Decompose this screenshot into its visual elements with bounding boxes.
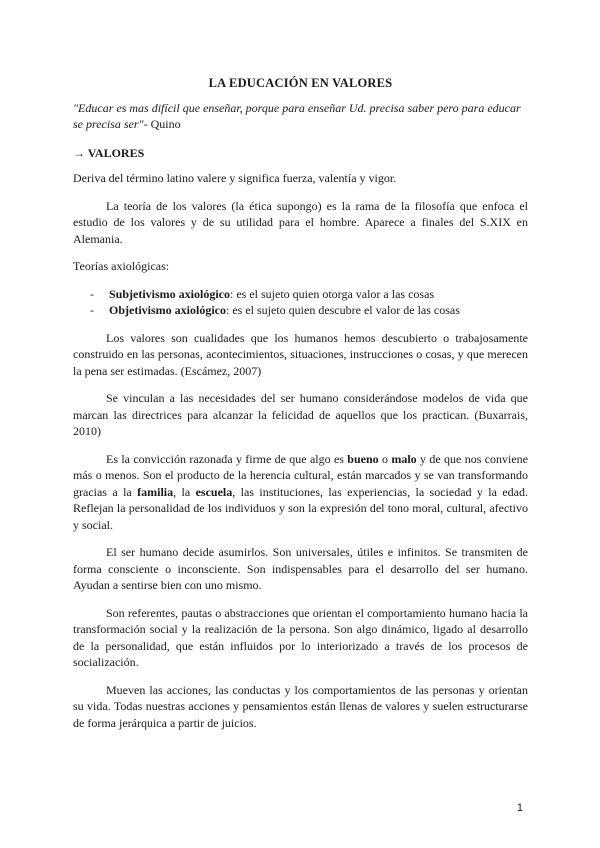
quote-author: - Quino [143, 117, 181, 131]
teorias-list [73, 286, 528, 319]
paragraph-referentes: Son referentes, pautas o abstracciones que orientan el comportamiento humano hacia la transformación social y la realización de la persona. Son algo dinámico, ligado al desarrollo de la personalidad, que están influidos por lo interiorizado a través de los procesos de socialización. [73, 605, 528, 669]
document-body [73, 75, 528, 742]
teoria-term: Subjetivismo axiológico [109, 286, 231, 301]
paragraph-necesidades: Se vinculan a las necesidades del ser humano considerándose modelos de vida que marcan las directrices para alcanzar la felicidad de aquellos que los practican. (Buxarrais, 2010) [73, 391, 528, 438]
teoria-description: : es el sujeto quien descubre el valor de las cosas [226, 303, 460, 317]
epigraph-quote [73, 100, 528, 133]
dash-bullet: - [90, 303, 94, 317]
list-item [73, 302, 528, 319]
paragraph-intro: Deriva del término latino valere y significa fuerza, valentía y vigor. [73, 171, 397, 185]
conviccion-text-2: o [378, 451, 392, 466]
teoria-description: : es el sujeto quien otorga valor a las cosas [230, 286, 435, 301]
teoria-term: Objetivismo axiológico [109, 303, 226, 317]
dash-bullet: - [90, 286, 94, 301]
page-number: 1 [516, 802, 523, 814]
term-malo: malo [391, 451, 417, 466]
paragraph-axiologia: La teoría de los valores (la ética supongo) es la rama de la filosofía que enfoca el estudio de los valores y de su utilidad para el hombre. Aparece a finales del S.XIX en Alemania. [73, 198, 528, 246]
paragraph-conviccion [73, 451, 528, 534]
section-heading-valores: → VALORES [73, 145, 145, 160]
conviccion-text-3: y de que nos conviene más o menos. Son el producto de la herencia cultural, están marcados y se van transformando gracias a la [73, 451, 529, 499]
conviccion-text-4: , la [173, 484, 196, 499]
paragraph-asumirlos: El ser humano decide asumirlos. Son universales, útiles e infinitos. Se transmiten de forma consciente o inconsciente. Son indispensables para el desarrollo del ser humano. Ayudan a sentirse bien con uno mismo. [73, 545, 528, 592]
paragraph-cualidades: Los valores son cualidades que los humanos hemos descubierto o trabajosamente construido en las personas, acontecimientos, situaciones, instrucciones o cosas, y que merecen la pena ser estimadas. (Escámez, 2007) [73, 330, 528, 378]
term-familia: familia [137, 484, 174, 499]
teorias-label: Teorías axiológicas: [73, 259, 170, 273]
list-item [73, 286, 528, 303]
term-bueno: bueno [347, 451, 379, 466]
paragraph-acciones: Mueven las acciones, las conductas y los comportamientos de las personas y orientan su vida. Todas nuestras acciones y pensamientos están llenas de valores y suelen estructurarse de forma jerárquica a partir de juicios. [73, 682, 528, 730]
conviccion-text-1: Es la convicción razonada y firme de que algo es [106, 451, 348, 466]
conviccion-text-5: , las instituciones, las experiencias, la sociedad y la edad. Reflejan la personalidad de los individuos y son la expresión del tono moral, cultural, afectivo y social. [73, 484, 528, 532]
page-title: LA EDUCACIÓN EN VALORES [208, 76, 393, 90]
term-escuela: escuela [195, 484, 233, 499]
quote-text: "Educar es mas difícil que enseñar, porque para enseñar Ud. precisa saber pero para educar se precisa ser" [73, 100, 521, 131]
